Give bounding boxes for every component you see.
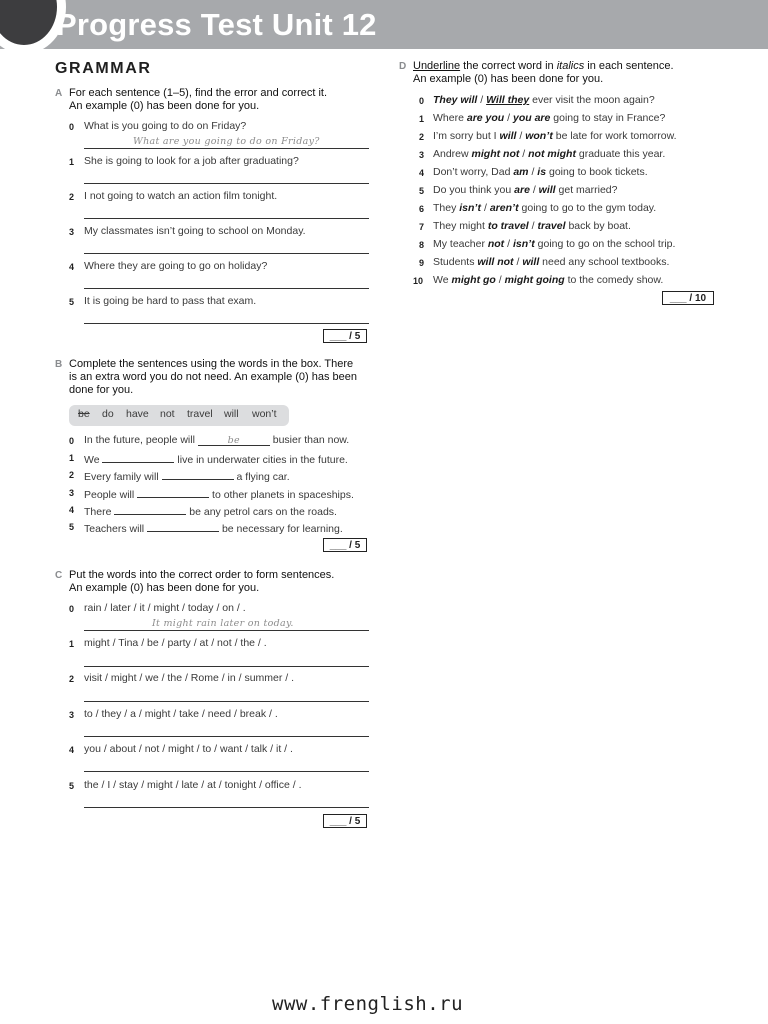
choice-slash: / (483, 202, 487, 214)
sentence-end: back by boat. (568, 220, 631, 232)
section-c-letter: C (55, 570, 63, 581)
choice-option-2[interactable]: aren’t (489, 202, 519, 214)
section-a-letter: A (55, 88, 63, 99)
sentence-end: get married? (558, 184, 618, 196)
section-d-score-box[interactable]: ___ / 10 (662, 291, 714, 305)
word-box-word: have (126, 408, 149, 420)
sentence-start: They (433, 202, 457, 214)
sentence-end: going to go to the gym today. (521, 202, 657, 214)
sentence-end: graduate this year. (578, 148, 666, 160)
choice-option-2[interactable]: might going (504, 274, 565, 286)
choice-slash: / (507, 238, 511, 250)
sentence-end: busier than now. (272, 434, 350, 446)
item-number: 10 (413, 276, 424, 286)
answer-line[interactable] (84, 736, 369, 737)
choice-slash: / (519, 130, 523, 142)
choice-slash: / (507, 112, 511, 124)
fill-blank[interactable] (147, 520, 219, 532)
choice-option-2[interactable]: won’t (525, 130, 553, 142)
example-answer: be (227, 435, 240, 446)
item-number: 5 (419, 186, 425, 196)
choice-slash: / (480, 94, 484, 106)
choice-option-1[interactable]: will not (477, 256, 514, 268)
instr-italic-word: italics (556, 60, 585, 72)
sentence-end: be any petrol cars on the roads. (189, 506, 337, 518)
fill-blank[interactable] (198, 434, 270, 446)
choice-option-1[interactable]: to travel (487, 220, 529, 232)
sentence-start: Where (433, 112, 464, 124)
sentence-start: There (84, 506, 112, 518)
word-box-word: not (160, 408, 175, 420)
choice-option-2[interactable]: not might (528, 148, 576, 160)
section-b-letter: B (55, 359, 63, 370)
answer-line[interactable] (84, 771, 369, 772)
section-d-instruction (413, 60, 674, 86)
answer-line[interactable] (84, 807, 369, 808)
item-text: rain / later / it / might / today / on / . (84, 602, 246, 614)
choice-option-1[interactable]: are you (466, 112, 505, 124)
choice-slash: / (531, 220, 535, 232)
section-d-instr-line2: An example (0) has been done for you. (413, 73, 604, 85)
choice-sentence (433, 202, 656, 214)
sentence-start: Andrew (433, 148, 469, 160)
item-text: What is you going to do on Friday? (84, 120, 247, 132)
instr-mid: the correct word in (463, 60, 554, 72)
choice-option-1[interactable]: might go (451, 274, 496, 286)
answer-line[interactable] (84, 701, 369, 702)
sentence-start: They might (433, 220, 485, 232)
sentence-end: need any school textbooks. (542, 256, 670, 268)
item-number: 3 (419, 150, 425, 160)
item-sentence (84, 503, 337, 518)
section-d-letter: D (399, 61, 407, 72)
item-number: 4 (419, 168, 425, 178)
choice-option-2[interactable]: travel (537, 220, 566, 232)
answer-line[interactable] (84, 183, 369, 184)
choice-option-2[interactable]: is (537, 166, 547, 178)
choice-slash: / (498, 274, 502, 286)
item-number: 0 (69, 436, 75, 446)
choice-option-1[interactable]: They will (433, 94, 478, 106)
choice-option-1[interactable]: might not (471, 148, 520, 160)
instr-end: in each sentence. (587, 60, 674, 72)
fill-blank[interactable] (162, 468, 234, 480)
item-number: 5 (69, 522, 75, 532)
word-box-word: do (102, 408, 114, 420)
item-number: 2 (419, 132, 425, 142)
answer-line[interactable] (84, 666, 369, 667)
section-a-instruction (69, 87, 327, 113)
sentence-end: to the comedy show. (567, 274, 664, 286)
choice-sentence (433, 166, 648, 178)
section-b-instr-line1: Complete the sentences using the words in the box. There (69, 358, 354, 370)
answer-line[interactable] (84, 630, 369, 631)
sentence-start: Do you think you (433, 184, 512, 196)
section-a-score-box[interactable]: ___ / 5 (323, 329, 367, 343)
item-number: 1 (69, 639, 75, 649)
sentence-start: Don’t worry, Dad (433, 166, 511, 178)
section-a-instr-line1: For each sentence (1–5), find the error and correct it. (69, 87, 328, 99)
choice-option-1[interactable]: not (487, 238, 505, 250)
item-number: 4 (69, 745, 75, 755)
choice-option-1[interactable]: isn’t (459, 202, 482, 214)
answer-line[interactable] (84, 218, 369, 219)
sentence-end: be necessary for learning. (221, 523, 343, 535)
choice-sentence (433, 112, 665, 124)
choice-slash: / (522, 148, 526, 160)
sentence-start: We (84, 454, 100, 466)
item-number: 1 (69, 157, 75, 167)
item-number: 1 (69, 453, 75, 463)
choice-sentence (433, 184, 617, 196)
choice-option-2[interactable]: Will they (486, 94, 530, 106)
choice-slash: / (532, 184, 536, 196)
choice-sentence (433, 148, 665, 160)
choice-sentence (433, 274, 663, 286)
item-number: 2 (69, 470, 75, 480)
item-number: 1 (419, 114, 425, 124)
sentence-start: Teachers will (84, 523, 145, 535)
item-number: 3 (69, 488, 75, 498)
answer-line[interactable] (84, 288, 369, 289)
item-number: 2 (69, 674, 75, 684)
sentence-end: to other planets in spaceships. (212, 489, 354, 501)
item-number: 3 (69, 227, 75, 237)
section-b-instr-line2: is an extra word you do not need. An example (0) has been (69, 371, 358, 383)
item-text: It is going be hard to pass that exam. (84, 295, 257, 307)
instr-underline-word: Underline (413, 60, 461, 72)
choice-option-2[interactable]: will (538, 184, 556, 196)
fill-blank[interactable] (102, 451, 174, 463)
section-b-instr-line3: done for you. (69, 384, 134, 396)
sentence-start: People will (84, 489, 135, 501)
word-box (69, 405, 289, 426)
page-title: Progress Test Unit 12 (56, 7, 377, 42)
section-b-instruction (69, 358, 357, 397)
item-sentence (84, 468, 290, 483)
section-heading-grammar: GRAMMAR (55, 60, 152, 77)
choice-sentence (433, 220, 631, 232)
footer-website-url[interactable]: www.frenglish.ru (272, 993, 464, 1015)
item-text: My classmates isn’t going to school on Monday. (84, 225, 306, 237)
item-number: 7 (419, 222, 425, 232)
section-c-instr-line2: An example (0) has been done for you. (69, 582, 260, 594)
item-sentence (84, 520, 343, 535)
example-answer: It might rain later on today. (152, 618, 294, 629)
sentence-end: going to go on the school trip. (537, 238, 676, 250)
section-d-instr-line1 (413, 60, 674, 73)
sentence-start: In the future, people will (84, 434, 195, 446)
section-c-score-box[interactable]: ___ / 5 (323, 814, 367, 828)
answer-line[interactable] (84, 253, 369, 254)
sentence-start: Every family will (84, 471, 159, 483)
item-text: Where they are going to go on holiday? (84, 260, 268, 272)
item-number: 4 (69, 505, 75, 515)
sentence-end: going to stay in France? (553, 112, 666, 124)
word-box-word: will (224, 408, 239, 420)
choice-option-1[interactable]: are (514, 184, 530, 196)
item-sentence (84, 434, 349, 446)
item-text: to / they / a / might / take / need / break / . (84, 708, 278, 720)
sentence-end: ever visit the moon again? (532, 94, 655, 106)
item-number: 0 (419, 96, 425, 106)
answer-line[interactable] (84, 323, 369, 324)
item-number: 9 (419, 258, 425, 268)
word-box-word: be (78, 408, 90, 420)
sentence-end: going to book tickets. (548, 166, 648, 178)
item-number: 2 (69, 192, 75, 202)
item-text: you / about / not / might / to / want / talk / it / . (84, 743, 293, 755)
section-b-score-box[interactable]: ___ / 5 (323, 538, 367, 552)
sentence-end: be late for work tomorrow. (555, 130, 677, 142)
sentence-end: a flying car. (236, 471, 290, 483)
item-number: 0 (69, 604, 75, 614)
answer-line[interactable] (84, 148, 369, 149)
choice-slash: / (516, 256, 520, 268)
choice-option-2[interactable]: you are (512, 112, 551, 124)
sentence-end: live in underwater cities in the future. (177, 454, 348, 466)
section-c-instr-line1: Put the words into the correct order to form sentences. (69, 569, 335, 581)
item-number: 6 (419, 204, 425, 214)
item-text: might / Tina / be / party / at / not / the / . (84, 637, 267, 649)
item-number: 5 (69, 297, 75, 307)
section-a-instr-line2: An example (0) has been done for you. (69, 100, 260, 112)
sentence-start: We (433, 274, 449, 286)
choice-option-2[interactable]: isn’t (512, 238, 535, 250)
choice-sentence (433, 238, 675, 250)
section-c-instruction (69, 569, 334, 595)
item-number: 0 (69, 122, 75, 132)
fill-blank[interactable] (137, 486, 209, 498)
item-number: 8 (419, 240, 425, 250)
word-box-word: won’t (252, 408, 277, 420)
choice-option-1[interactable]: am (513, 166, 529, 178)
choice-option-2[interactable]: will (522, 256, 540, 268)
item-text: I not going to watch an action film tonight. (84, 190, 278, 202)
fill-blank[interactable] (114, 503, 186, 515)
item-number: 5 (69, 781, 75, 791)
item-number: 4 (69, 262, 75, 272)
sentence-start: I’m sorry but I (433, 130, 497, 142)
choice-sentence (433, 94, 655, 106)
sentence-start: Students (433, 256, 475, 268)
choice-sentence (433, 130, 677, 142)
item-sentence (84, 451, 348, 466)
item-text: visit / might / we / the / Rome / in / summer / . (84, 672, 295, 684)
item-sentence (84, 486, 354, 501)
word-box-word: travel (187, 408, 213, 420)
choice-option-1[interactable]: will (499, 130, 517, 142)
sentence-start: My teacher (433, 238, 485, 250)
item-text: She is going to look for a job after graduating? (84, 155, 299, 167)
item-number: 3 (69, 710, 75, 720)
example-answer: What are you going to do on Friday? (133, 136, 320, 147)
choice-slash: / (531, 166, 535, 178)
item-text: the / I / stay / might / late / at / tonight / office / . (84, 779, 302, 791)
choice-sentence (433, 256, 669, 268)
